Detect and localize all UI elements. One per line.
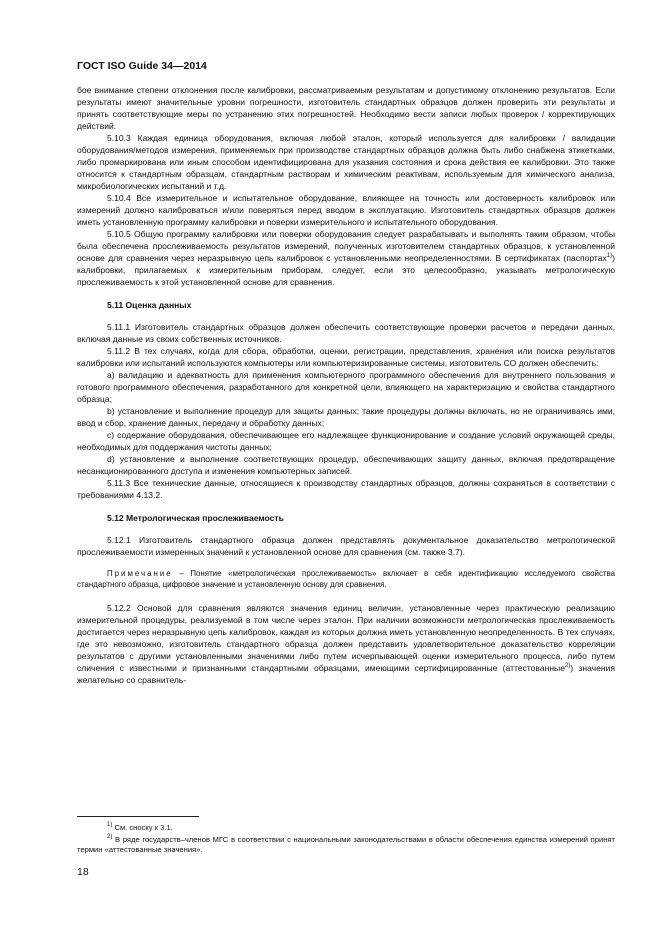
document-body bbox=[77, 84, 615, 686]
footnote-divider bbox=[77, 816, 199, 817]
paragraph-5-11-3: 5.11.3 Все технические данные, относящиеся к производству стандартных образцов, должны сохраняться в соответствии с требованиями 4.13.2. bbox=[77, 478, 615, 500]
footnotes bbox=[77, 823, 615, 857]
section-heading-5-12: 5.12 Метрологическая прослеживаемость bbox=[107, 513, 284, 523]
section-heading-5-11: 5.11 Оценка данных bbox=[107, 300, 192, 310]
paragraph-5-12-1: 5.12.1 Изготовитель стандартного образца должен представлять документальное доказательство метрологической прослеживаемости измеренных значений к установленной основе для сравнения (см. также 3.7). bbox=[77, 535, 615, 557]
paragraph-5-10-3: 5.10.3 Каждая единица оборудования, включая любой эталон, который используется для калибровки / валидации оборудования/методов измерения, применяемых при производстве стандартных образцов должна быть либо снабжена этикетками, либо промаркирована или иным способом идентифицирована для указания состояния и срока действия ее калибровки. Это также относится к стандартным образцам, стандартным растворам и химическим реактивам, используемым для химического анализа, микробиологических испытаний и т.д. bbox=[77, 133, 615, 191]
footnote bbox=[77, 823, 615, 834]
footnote bbox=[77, 835, 615, 856]
paragraph-text: 5.10.5 Общую программу калибровки или поверки оборудования следует разрабатывать и выполнять таким образом, чтобы была обеспечена прослеживаемость результатов измерений, полученных изготовителем стандартных образцов, к установленной основе для сравнения через неразрывную цепь калибровок с установленными неопределенностями. В сертификатах (паспортах bbox=[77, 229, 615, 263]
paragraph-5-11-2: 5.11.2 В тех случаях, когда для сбора, обработки, оценки, регистрации, представления, хранения или поиска результатов калибровки или испытаний используются компьютеры или компьютеризированные системы, изготовитель СО должен обеспечить: bbox=[77, 346, 615, 368]
paragraph-text: ) калибровки, прилагаемых к измерительным приборам, следует, если это целесообразно, указывать метрологическую прослеживаемость к этой установленной основе для сравнения. bbox=[77, 253, 615, 287]
footnote-text: См. сноску к 3.1. bbox=[112, 823, 173, 832]
paragraph-5-10-4: 5.10.4 Все измерительное и испытательное оборудование, влияющее на точность или достоверность калибровок или измерений должно калиброваться и/или поверяться перед вводом в эксплуатацию. Изготовитель стандартных образцов должен иметь установленную программу калибровки и поверки измерительного и испытательного оборудования. bbox=[77, 193, 615, 227]
note bbox=[77, 568, 615, 590]
paragraph-5-12-2 bbox=[77, 602, 615, 686]
footnote-text: В ряде государств–членов МГС в соответствии с национальными законодательствами в области обеспечения единства измерений принят термин «аттестованные значения». bbox=[77, 834, 615, 854]
list-item-d: d) установление и выполнение соответствующих процедур, обеспечивающих защиту данных, включая предотвращение несанкционированного доступа и изменения компьютерных записей. bbox=[77, 454, 615, 476]
footnote-ref: 2) bbox=[564, 663, 571, 669]
paragraph-5-10-5 bbox=[77, 228, 615, 288]
list-item-b: b) установление и выполнение процедур для защиты данных; такие процедуры должны включать, но не ограничиваясь ими, ввод и сбор, хранение данных, передачу и обработку данных; bbox=[77, 406, 615, 428]
document-header: ГОСТ ISO Guide 34—2014 bbox=[77, 60, 207, 72]
paragraph: бое внимание степени отклонения после калибровки, рассматриваемым результатам и допустимому отклонению результатов. Если результаты имеют значительные уровни погрешности, изготовитель стандартных образцов должен проверить эти результаты и принять соответствующие меры по устранению этих погрешностей. Необходимо вести записи любых проверок / корректирующих действий. bbox=[77, 85, 615, 131]
footnote-mark: 2) bbox=[107, 833, 113, 840]
paragraph-5-11-1: 5.11.1 Изготовитель стандартных образцов должен обеспечить соответствующие проверки расчетов и передачи данных, включая данные из своих собственных источников. bbox=[77, 322, 615, 344]
paragraph-text: ) значения желательно со сравнитель- bbox=[77, 663, 615, 685]
footnote-mark: 1) bbox=[107, 822, 113, 828]
list-item-c: c) содержание оборудования, обеспечивающее его надлежащее функционирование и создание условий окружающей среды, необходимых для поддержания чистоты данных; bbox=[77, 430, 615, 452]
footnote-ref: 1) bbox=[606, 253, 613, 259]
paragraph-text: 5.12.2 Основой для сравнения являются значения единиц величин, установленные через практическую реализацию измерительной процедуры, реализуемой в том числе через эталон. При наличии возможности метрологическая прослеживаемость достигается через неразрывную цепь калибровок, каждая из которых должна иметь установленную неопределенность. В тех случаях, где это невозможно, изготовитель стандартного образца должен представить удовлетворительное доказательство корреляции результатов с другими установленными значениями либо путем исчерпывающей оценки измерительного процесса, либо путем сличения с известными и признанными стандартными образцами, имеющими сертифицированные (аттестованные bbox=[77, 603, 615, 673]
list-item-a: a) валидацию и адекватность для применения компьютерного программного обеспечения для внутреннего пользования и готового программного обеспечения, разработанного для конкретной цели, влияющего на характеризацию и свойства стандартного образца; bbox=[77, 370, 615, 404]
note-text: – Понятие «метрологическая прослеживаемость» включает в себя идентификацию исследуемого свойства стандартного образца, цифровое значение и установленную основу для сравнения. bbox=[77, 569, 615, 589]
page-number: 18 bbox=[77, 866, 89, 878]
note-label: Примечание bbox=[107, 569, 173, 578]
